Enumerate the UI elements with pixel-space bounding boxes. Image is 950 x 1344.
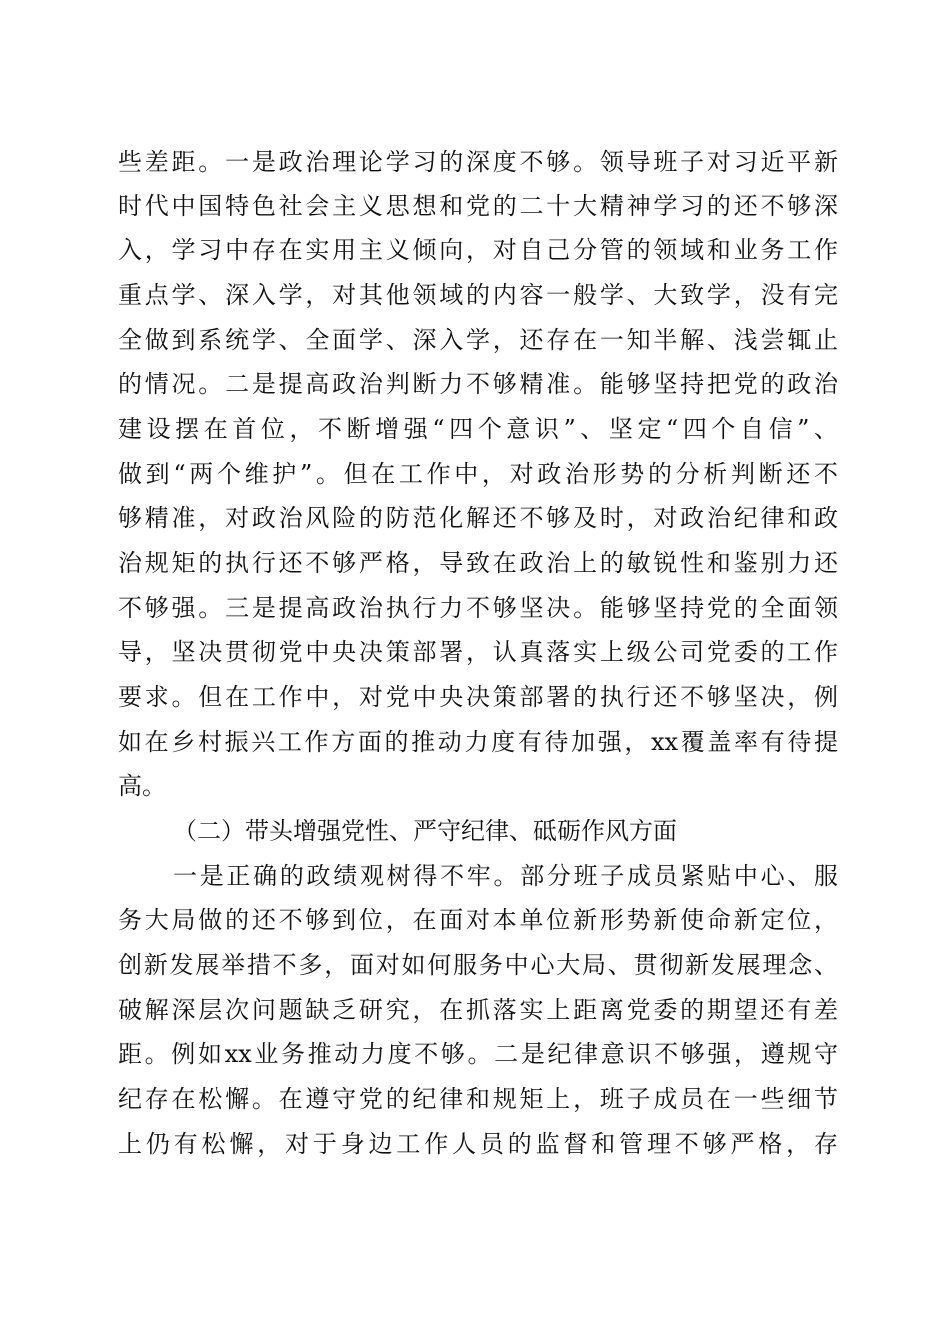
text-line: 务大局做的还不够到位，在面对本单位新形势新使命新定位， — [118, 906, 838, 934]
text-line: 些差距。一是政治理论学习的深度不够。领导班子对习近平新 — [118, 148, 838, 176]
text-line: 破解深层次问题缺乏研究，在抓落实上距离党委的期望还有差 — [118, 996, 838, 1024]
text-line: 全做到系统学、全面学、深入学，还存在一知半解、浅尝辄止 — [118, 326, 838, 354]
text-line: 的情况。二是提高政治判断力不够精准。能够坚持把党的政治 — [118, 370, 838, 398]
text-line: 导，坚决贯彻党中央决策部署，认真落实上级公司党委的工作 — [118, 638, 838, 666]
text-line: 要求。但在工作中，对党中央决策部署的执行还不够坚决，例 — [118, 683, 838, 711]
text-line: 创新发展举措不多，面对如何服务中心大局、贯彻新发展理念、 — [118, 951, 838, 979]
text-line: 高。 — [118, 772, 166, 800]
text-line: 做到“两个维护”。但在工作中，对政治形势的分析判断还不 — [118, 460, 838, 488]
text-line: 纪存在松懈。在遵守党的纪律和规矩上，班子成员在一些细节 — [118, 1085, 838, 1113]
text-line: 治规矩的执行还不够严格，导致在政治上的敏锐性和鉴别力还 — [118, 549, 838, 577]
text-line: 建设摆在首位，不断增强“四个意识”、坚定“四个自信”、 — [118, 415, 838, 443]
text-line: 时代中国特色社会主义思想和党的二十大精神学习的还不够深 — [118, 192, 838, 220]
section-heading: （二）带头增强党性、严守纪律、砥砺作风方面 — [173, 817, 677, 845]
text-line: 一是正确的政绩观树得不牢。部分班子成员紧贴中心、服 — [173, 862, 838, 890]
text-line: 不够强。三是提高政治执行力不够坚决。能够坚持党的全面领 — [118, 594, 838, 622]
text-line: 够精准，对政治风险的防范化解还不够及时，对政治纪律和政 — [118, 504, 838, 532]
text-line: 距。例如xx业务推动力度不够。二是纪律意识不够强，遵规守 — [118, 1040, 838, 1068]
text-line: 上仍有松懈，对于身边工作人员的监督和管理不够严格，存 — [118, 1130, 838, 1158]
text-line: 入，学习中存在实用主义倾向，对自己分管的领域和业务工作 — [118, 236, 838, 264]
text-line: 如在乡村振兴工作方面的推动力度有待加强，xx覆盖率有待提 — [118, 728, 838, 756]
text-line: 重点学、深入学，对其他领域的内容一般学、大致学，没有完 — [118, 281, 838, 309]
